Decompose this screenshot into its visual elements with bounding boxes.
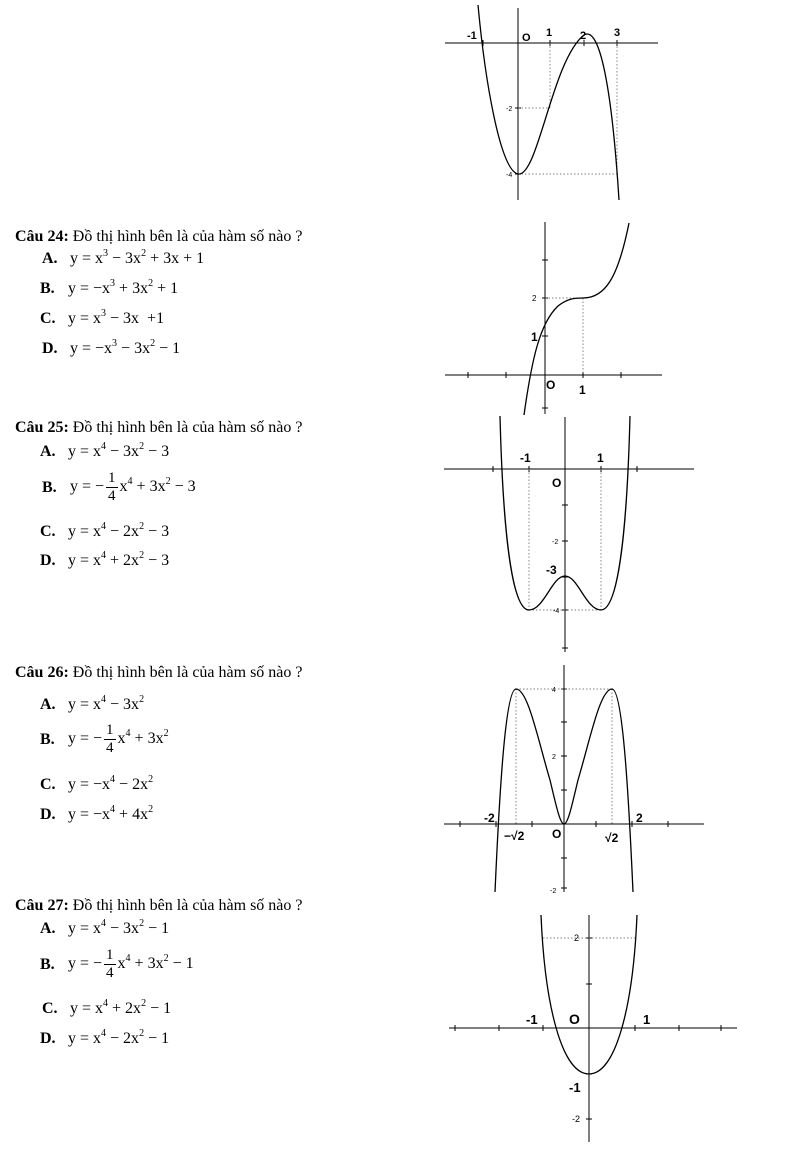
option-formula: $y = -x^4 - 2x^2$ xyxy=(68,774,154,793)
question-25 xyxy=(15,418,303,438)
option-letter: D. xyxy=(40,552,56,569)
question-text: Đồ thị hình bên là của hàm số nào ? xyxy=(72,664,303,681)
question-24 xyxy=(15,227,303,247)
label-x1: 1 xyxy=(643,1012,651,1027)
question-number: Câu 25: xyxy=(15,419,69,436)
option-c[interactable] xyxy=(40,310,164,328)
label-xm1: -1 xyxy=(520,451,531,465)
option-formula: $y = x^3 - 3x +1$ xyxy=(68,308,165,327)
option-formula: $y = x^3 - 3x^2 + 3x + 1$ xyxy=(70,248,205,267)
option-d[interactable] xyxy=(40,1030,169,1048)
option-letter: A. xyxy=(40,443,56,460)
option-formula: $y = -x^3 + 3x^2 + 1$ xyxy=(68,278,179,297)
option-letter: D. xyxy=(42,340,58,357)
option-letter: A. xyxy=(40,920,56,937)
label-origin: O xyxy=(522,32,531,44)
label-y2: 2 xyxy=(552,754,556,761)
label-origin: O xyxy=(569,1011,580,1027)
option-letter: A. xyxy=(42,250,58,267)
option-a[interactable] xyxy=(40,443,169,461)
label-origin: O xyxy=(552,476,562,490)
question-text: Đồ thị hình bên là của hàm số nào ? xyxy=(72,419,303,436)
label-xm1: -1 xyxy=(526,1012,538,1027)
option-formula: $y = x^4 - 3x^2$ xyxy=(68,694,145,713)
question-text: Đồ thị hình bên là của hàm số nào ? xyxy=(72,228,303,245)
option-letter: B. xyxy=(40,280,55,297)
curve xyxy=(524,223,629,415)
option-letter: C. xyxy=(40,310,56,327)
option-d[interactable] xyxy=(40,552,169,570)
label-ym2: -2 xyxy=(572,1114,581,1124)
option-c[interactable] xyxy=(40,523,169,541)
label-msqrt2: −√2 xyxy=(504,829,525,843)
option-a[interactable] xyxy=(40,696,144,714)
label-x2: 2 xyxy=(636,811,643,825)
option-formula: y = − $\frac{1}{4}$ $x^4 + 3x^2 - 3$ xyxy=(70,470,196,504)
option-formula: $y = x^4 - 3x^2 - 1$ xyxy=(68,918,170,937)
question-27 xyxy=(15,896,303,916)
option-formula: $y = x^4 + 2x^2 - 1$ xyxy=(70,998,172,1017)
option-letter: D. xyxy=(40,1030,56,1047)
option-formula: $y = x^4 - 3x^2 - 3$ xyxy=(68,441,170,460)
label-xm1: -1 xyxy=(467,30,477,42)
option-letter: C. xyxy=(40,523,56,540)
label-origin: O xyxy=(552,827,562,841)
label-x1: 1 xyxy=(579,383,586,397)
option-letter: B. xyxy=(40,730,55,748)
question-number: Câu 26: xyxy=(15,664,69,681)
option-formula: $y = -x^4 + 4x^2$ xyxy=(68,804,154,823)
label-ym2: -2 xyxy=(506,106,513,113)
option-b[interactable] xyxy=(40,280,178,298)
graph-27 xyxy=(445,910,745,1145)
label-ym4: -4 xyxy=(506,172,513,179)
label-x3: 3 xyxy=(614,27,621,39)
label-ym2: -2 xyxy=(550,888,557,895)
option-d[interactable] xyxy=(42,340,180,358)
option-letter: B. xyxy=(40,955,55,973)
option-letter: B. xyxy=(42,478,57,496)
option-b[interactable] xyxy=(40,947,194,982)
question-text: Đồ thị hình bên là của hàm số nào ? xyxy=(72,897,303,914)
option-d[interactable] xyxy=(40,806,153,824)
option-letter: A. xyxy=(40,696,56,713)
option-c[interactable] xyxy=(42,1000,171,1018)
option-a[interactable] xyxy=(40,920,169,938)
option-b[interactable] xyxy=(40,722,169,757)
label-x1: 1 xyxy=(546,27,553,39)
label-ym2: -2 xyxy=(552,539,559,546)
option-letter: C. xyxy=(40,776,56,793)
question-number: Câu 24: xyxy=(15,228,69,245)
option-letter: D. xyxy=(40,806,56,823)
label-y1: 1 xyxy=(531,330,538,344)
label-y2: 2 xyxy=(532,294,537,303)
label-x2: 2 xyxy=(580,30,587,42)
option-formula: $y = -x^3 - 3x^2 - 1$ xyxy=(70,338,181,357)
option-b[interactable] xyxy=(42,470,196,505)
option-a[interactable] xyxy=(42,250,204,268)
graph-24 xyxy=(440,218,670,418)
option-c[interactable] xyxy=(40,776,153,794)
option-letter: C. xyxy=(42,1000,58,1017)
label-origin: O xyxy=(546,378,556,392)
label-sqrt2: √2 xyxy=(605,831,619,845)
question-number: Câu 27: xyxy=(15,897,69,914)
label-ym3: -3 xyxy=(546,563,557,577)
option-formula: y = − $\frac{1}{4}$ $x^4 + 3x^2$ xyxy=(68,722,169,756)
graph-25 xyxy=(440,412,700,657)
question-26 xyxy=(15,663,303,683)
label-xm2: -2 xyxy=(484,811,495,825)
graph-top xyxy=(440,0,670,205)
label-y4: 4 xyxy=(552,687,556,694)
graph-26 xyxy=(440,660,710,895)
option-formula: $y = x^4 - 2x^2 - 1$ xyxy=(68,1028,170,1047)
label-x1: 1 xyxy=(597,451,604,465)
label-ym1: -1 xyxy=(569,1080,581,1095)
option-formula: y = − $\frac{1}{4}$ $x^4 + 3x^2 - 1$ xyxy=(68,947,194,981)
option-formula: $y = x^4 - 2x^2 - 3$ xyxy=(68,521,170,540)
label-ym4: -4 xyxy=(553,608,560,615)
label-y2: 2 xyxy=(574,933,580,943)
option-formula: $y = x^4 + 2x^2 - 3$ xyxy=(68,550,170,569)
